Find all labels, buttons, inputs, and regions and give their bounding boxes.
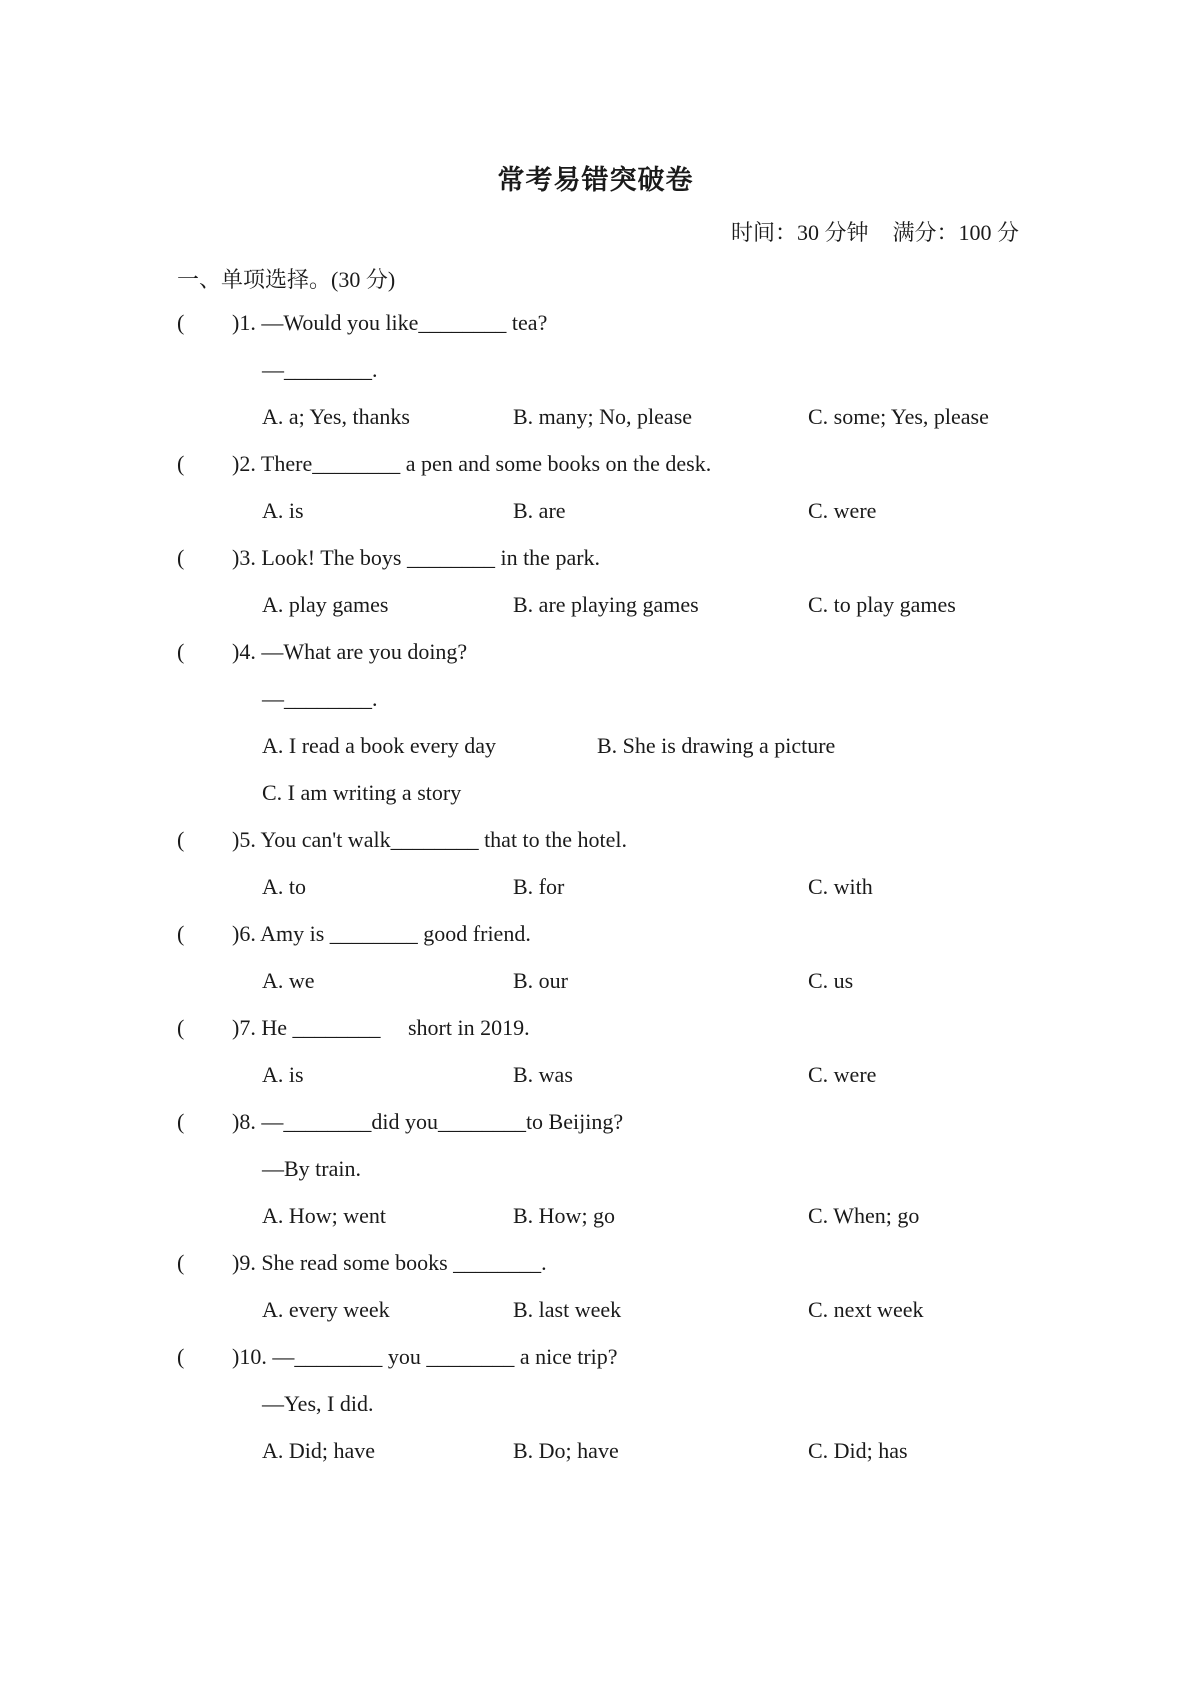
option-a: A. a; Yes, thanks — [262, 404, 410, 429]
question-stem: )7. He ________ short in 2019. — [232, 1015, 530, 1040]
option-b: B. for — [513, 874, 565, 899]
page-title: 常考易错突破卷 — [497, 165, 694, 195]
option-c: C. were — [808, 498, 877, 523]
section-heading: 一、单项选择。(30 分) — [177, 267, 396, 292]
answer-blank: ( — [177, 1250, 185, 1275]
option-a: A. to — [262, 874, 306, 899]
question-stem: )1. —Would you like________ tea? — [232, 310, 548, 335]
option-a: A. every week — [262, 1297, 390, 1322]
question-stem: )5. You can't walk________ that to the hotel. — [232, 827, 628, 852]
question-stem: )4. —What are you doing? — [232, 639, 468, 664]
option-b: B. our — [513, 968, 568, 993]
question-stem: )3. Look! The boys ________ in the park. — [232, 545, 601, 570]
question-stem: )6. Amy is ________ good friend. — [232, 921, 531, 946]
full-score: 满分：100 分 — [892, 220, 1019, 245]
answer-blank: ( — [177, 827, 185, 852]
option-b: B. How; go — [513, 1203, 616, 1228]
option-b: B. are — [513, 498, 566, 523]
option-b: B. last week — [513, 1297, 622, 1322]
answer-blank: ( — [177, 310, 185, 335]
question-stem: )8. —________did you________to Beijing? — [232, 1109, 624, 1134]
answer-blank: ( — [177, 545, 185, 570]
option-a: A. is — [262, 1062, 304, 1087]
option-c: C. Did; has — [808, 1438, 908, 1463]
question-8-reply: —By train. — [262, 1156, 361, 1181]
option-c: C. were — [808, 1062, 877, 1087]
option-c: C. to play games — [808, 592, 956, 617]
option-a: A. is — [262, 498, 304, 523]
option-b: B. are playing games — [513, 592, 699, 617]
question-4-reply: —________. — [262, 686, 378, 711]
answer-blank: ( — [177, 1015, 185, 1040]
option-c: C. with — [808, 874, 873, 899]
answer-blank: ( — [177, 921, 185, 946]
question-stem: )2. There________ a pen and some books on the desk. — [232, 451, 712, 476]
question-stem: )10. —________ you ________ a nice trip? — [232, 1344, 618, 1369]
option-c: C. When; go — [808, 1203, 920, 1228]
option-c: C. next week — [808, 1297, 924, 1322]
option-a: A. play games — [262, 592, 389, 617]
option-a: A. I read a book every day — [262, 733, 496, 758]
answer-blank: ( — [177, 639, 185, 664]
time-limit: 时间：30 分钟 — [730, 220, 869, 245]
option-b: B. many; No, please — [513, 404, 693, 429]
option-c: C. I am writing a story — [262, 780, 462, 805]
option-b: B. Do; have — [513, 1438, 619, 1463]
answer-blank: ( — [177, 1109, 185, 1134]
question-stem: )9. She read some books ________. — [232, 1250, 547, 1275]
option-a: A. we — [262, 968, 315, 993]
question-10-reply: —Yes, I did. — [262, 1391, 374, 1416]
option-c: C. some; Yes, please — [808, 404, 989, 429]
option-a: A. How; went — [262, 1203, 387, 1228]
answer-blank: ( — [177, 1344, 185, 1369]
answer-blank: ( — [177, 451, 185, 476]
option-b: B. She is drawing a picture — [597, 733, 836, 758]
option-a: A. Did; have — [262, 1438, 376, 1463]
question-1-reply: —________. — [262, 357, 378, 382]
exam-meta — [731, 216, 1019, 247]
option-b: B. was — [513, 1062, 573, 1087]
option-c: C. us — [808, 968, 854, 993]
